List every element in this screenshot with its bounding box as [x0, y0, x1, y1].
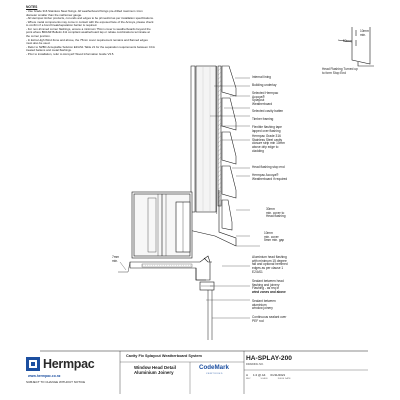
- label-line: Aluminium head flashing: [252, 255, 287, 259]
- dim-50mm: 50mm: [343, 39, 352, 43]
- revision-value: A: [246, 373, 249, 377]
- spacer-label: [252, 92, 278, 107]
- hermpac-logo-icon: [26, 357, 40, 371]
- timber-framing-label: Timber framing: [252, 117, 274, 121]
- label-line: min.: [112, 258, 119, 263]
- dim-min: min.: [360, 32, 367, 37]
- label-line: 5mm min. gap: [264, 238, 285, 243]
- continuous-sealant-label: [252, 316, 286, 323]
- lower-lining: [208, 290, 212, 340]
- label-line: Selected Hermpac: [252, 91, 279, 95]
- notes-line: - Use Grade 316 Stainless Steel fixings. All weatherboard fixings pre-drilled maximum 1mm: [26, 10, 143, 14]
- notes-line: the corner junction.: [26, 34, 51, 38]
- label-line: aluminium: [252, 302, 267, 307]
- notes-line: - In Extra High Wind Zone and above, the 75mm cover requirement remains and flanned edges: [26, 38, 148, 42]
- notes-line: must also be used.: [26, 42, 51, 46]
- aluminium-head-flashing-label: [252, 256, 288, 275]
- codemark-logo: CodeMark: [199, 364, 229, 371]
- label-line: Continuous sealant over: [252, 315, 287, 319]
- dim-50mm-label: [343, 40, 352, 44]
- notes-line: point where BRANZ Bulletin 411 compliant weatherboard lap or rebate combinations terminate at: [26, 31, 150, 35]
- ss-cavity-closure-label: [252, 135, 285, 154]
- head-flashing-turned-label: [322, 68, 358, 75]
- label-line: Head flashing: [266, 214, 286, 219]
- notes-title: NOTES: [26, 5, 38, 9]
- label-line: lapped over flashing: [252, 128, 281, 133]
- label-line: 7mm: [112, 255, 120, 259]
- label-line: Hermpac Grade 316: [252, 134, 281, 138]
- label-line: min. cover: [264, 234, 279, 239]
- label-line: edges as per clause 1: [252, 266, 284, 271]
- notes-line: - All Hermpac timber products, cut ends and edges to be primed/oil as per installation specifications.: [26, 17, 154, 21]
- flexible-tape-label: [252, 126, 282, 133]
- drawing-code: HA-SPLAY-200: [246, 355, 292, 362]
- label-line: Head Flashing Turned up: [322, 67, 358, 71]
- system-name: Cavity Fix Splaycut Weatherboard System: [126, 354, 202, 358]
- label-line: with minimum 15 degree: [252, 258, 287, 263]
- date-value: 01/11/2021: [270, 373, 286, 377]
- notes-line: - Prior to installation, refer to Accoya® Wood Information Guide V3.5.: [26, 52, 115, 56]
- label-line: Sealant between head: [252, 279, 284, 283]
- scale-label: SCALE: [260, 378, 268, 380]
- splaycut-weatherboards: [222, 66, 236, 230]
- notes-line: - Where metal components may come in contact with the exposed face of the Accoya, please check: [26, 20, 154, 24]
- label-line: Flashing - as req in: [252, 286, 280, 291]
- label-line: above drip edge to: [252, 145, 279, 150]
- revision-row: [246, 373, 285, 377]
- label-line: Hermpac Accoya®: [252, 173, 279, 177]
- rev-label: REV: [246, 378, 251, 380]
- label-line: Stainless Steel cavity: [252, 137, 283, 142]
- issue-date-label: ISSUE DATE: [277, 378, 291, 380]
- label-line: Weatherboard: [252, 102, 273, 107]
- title-line: Aluminium Joinery: [134, 370, 174, 376]
- notes-line: treated battens and metal flashings.: [26, 49, 72, 53]
- scale-value: 1:2 @ A4: [253, 373, 266, 377]
- internal-lining-label: Internal lining: [252, 75, 271, 79]
- notes-line: to confirm if a bond break/separation barrier is required.: [26, 24, 98, 28]
- sealant-head-label: [252, 280, 286, 295]
- label-line: E2/AS1: [252, 269, 263, 274]
- title-line: Window Head Detail: [134, 365, 176, 370]
- codemark-certified: CERTIFIED: [206, 373, 223, 375]
- cavity-batten-label: Selected cavity batten: [252, 109, 284, 113]
- brand-logo: [26, 357, 94, 371]
- stop-end-label: Head flashing stop end: [252, 165, 285, 169]
- label-line: min. cover to: [266, 210, 285, 215]
- label-line: PEF rod: [252, 318, 264, 323]
- revision-labels: [246, 378, 291, 380]
- label-line: Weatherboard if required: [252, 176, 288, 181]
- label-line-bold: wind zones and above: [252, 290, 286, 295]
- label-line: 30mm: [266, 207, 275, 211]
- notes-line: - For non-trimmed corner flashings, ensure a minimum 75mm cover to weatherboards beyond the: [26, 27, 151, 31]
- wall-framing: [191, 66, 221, 214]
- label-line: Flexible flashing tape: [252, 125, 282, 129]
- label-line: to form Stop End: [322, 70, 346, 75]
- subject-to-change: SUBJECT TO CHANGE WITHOUT NOTICE: [26, 380, 86, 384]
- drawing-title: [134, 365, 176, 375]
- label-line: fall and optional hemmed: [252, 262, 288, 267]
- sealant-joinery-label: [252, 300, 276, 311]
- label-line: Accoya®: [252, 94, 265, 99]
- notes-line: - Refer to NZBC Acceptable Solution E2/AS1 Table 21 for the separation requirements between CCA: [26, 45, 155, 49]
- drawing-no-label: DRAWING NO.: [246, 363, 264, 366]
- notes-line: diameter smaller than the nail/screw gauge.: [26, 13, 82, 17]
- dim-10mm: 10mm: [360, 29, 369, 33]
- building-underlay-label: Building underlay: [252, 83, 277, 87]
- label-line: Sealant between: [252, 299, 276, 303]
- brand-name: Hermpac: [43, 357, 95, 371]
- cover-head-label: [266, 208, 286, 219]
- label-line: flashing and joinery: [252, 282, 280, 287]
- website-text: www.hermpac.co.nz: [28, 374, 61, 378]
- label-line: window joinery: [252, 306, 273, 311]
- label-line: closure strip min 10mm: [252, 141, 285, 146]
- gap-10mm-label: [264, 232, 284, 243]
- dim-7mm-label: [112, 256, 119, 263]
- hermpac-weatherboard-label: [252, 174, 287, 181]
- label-line: cladding: [252, 148, 264, 153]
- label-line: Splaycut: [252, 98, 265, 103]
- label-line: 10mm: [264, 231, 273, 235]
- dim-10mm-label: [360, 30, 369, 37]
